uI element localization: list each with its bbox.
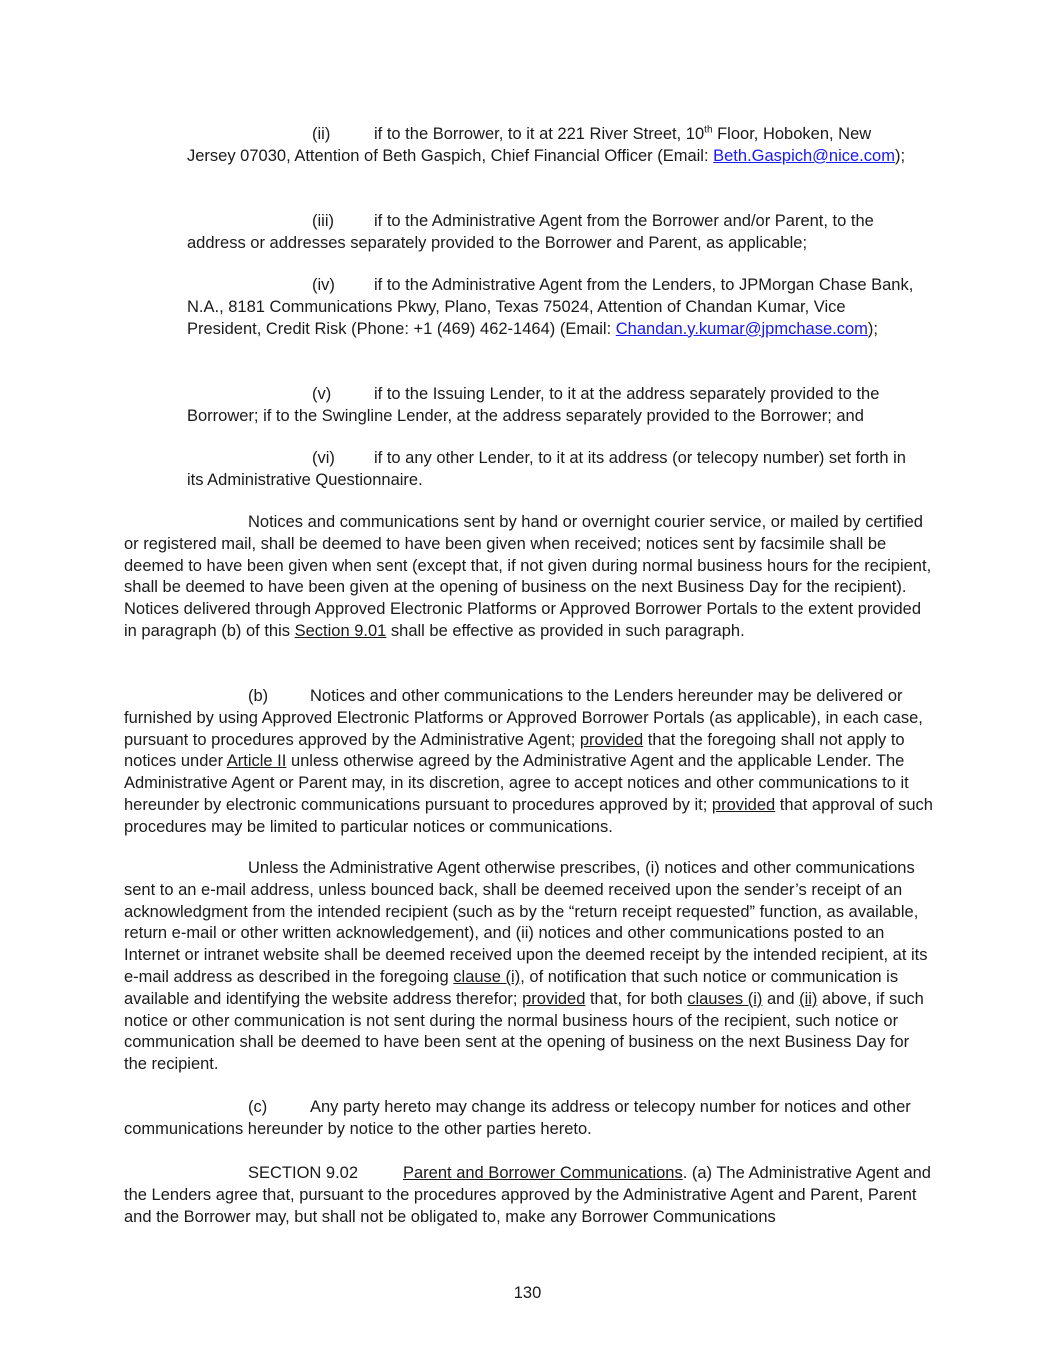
- section-9-01-ref: Section 9.01: [294, 621, 387, 640]
- paragraph-c-label: (c): [248, 1098, 268, 1116]
- item-ii-label: (ii): [312, 125, 331, 143]
- paragraph-c: (c) Any party hereto may change its address or telecopy number for notices and other communications hereunder by notice to the other parties hereto.: [124, 1098, 911, 1138]
- item-vi-label: (vi): [312, 449, 335, 467]
- item-iv-label: (iv): [312, 276, 335, 294]
- section-title: Parent and Borrower Communications: [403, 1164, 683, 1182]
- agent-email-link[interactable]: Chandan.y.kumar@jpmchase.com: [615, 319, 868, 338]
- item-iv: (iv) if to the Administrative Agent from the Lenders, to JPMorgan Chase Bank, N.A., 8181 Communications Pkwy, Plano, Texas 75024, Attention of Chandan Kumar, Vice President, Credit Risk (Phone: +1 (469) 462-1464) (Email: Chandan.y.kumar@jpmchase.com);: [187, 276, 914, 338]
- item-iii: (iii) if to the Administrative Agent from the Borrower and/or Parent, to the address or addresses separately provided to the Borrower and Parent, as applicable;: [187, 212, 874, 252]
- item-v: (v) if to the Issuing Lender, to it at the address separately provided to the Borrower; if to the Swingline Lender, at the address separately provided to the Borrower; and: [187, 385, 880, 425]
- item-ii: (ii) if to the Borrower, to it at 221 River Street, 10th Floor, Hoboken, New Jersey 07030, Attention of Beth Gaspich, Chief Financial Officer (Email: Beth.Gaspich@nice.com);: [187, 124, 906, 165]
- section-9-02: SECTION 9.02 Parent and Borrower Communications. (a) The Administrative Agent and the Lenders agree that, pursuant to the procedures approved by the Administrative Agent and Parent, Parent and the Borrower may, but shall not be obligated to, make any Borrower Communications: [124, 1164, 931, 1226]
- item-v-label: (v): [312, 385, 332, 403]
- paragraph-b-label: (b): [248, 687, 269, 705]
- section-number: SECTION 9.02: [248, 1164, 359, 1182]
- borrower-email-link[interactable]: Beth.Gaspich@nice.com: [713, 146, 895, 165]
- item-vi: (vi) if to any other Lender, to it at its address (or telecopy number) set forth in its Administrative Questionnaire.: [187, 449, 906, 489]
- item-iii-label: (iii): [312, 212, 334, 230]
- unless-paragraph: Unless the Administrative Agent otherwise prescribes, (i) notices and other communications sent to an e-mail address, unless bounced back, shall be deemed received upon the sender’s receipt of an acknowledgment from the intended recipient (such as by the “return receipt requested” function, as available, return e-mail or other written acknowledgement), and (ii) notices and other communications posted to an Internet or intranet website shall be deemed received upon the deemed receipt by the intended recipient, at its e-mail address as described in the foregoing clause (i), of notification that such notice or communication is available and identifying the website address therefor; provided that, for both clauses (i) and (ii) above, if such notice or other communication is not sent during the normal business hours of the recipient, such notice or communication shall be deemed to have been sent at the opening of business on the next Business Day for the recipient.: [124, 859, 928, 1074]
- notices-paragraph: Notices and communications sent by hand or overnight courier service, or mailed by certified or registered mail, shall be deemed to have been given when received; notices sent by facsimile shall be deemed to have been given when sent (except that, if not given during normal business hours for the recipient, shall be deemed to have been given at the opening of business on the next Business Day for the recipient). Notices delivered through Approved Electronic Platforms or Approved Borrower Portals to the extent provided in paragraph (b) of this Section 9.01 shall be effective as provided in such paragraph.: [124, 513, 932, 640]
- page-number: 130: [513, 1284, 542, 1302]
- article-ii-ref: Article II: [226, 752, 287, 771]
- paragraph-b: (b) Notices and other communications to the Lenders hereunder may be delivered or furnished by using Approved Electronic Platforms or Approved Borrower Portals (as applicable), in each case, pursuant to procedures approved by the Administrative Agent; provided that the foregoing shall not apply to notices under Article II unless otherwise agreed by the Administrative Agent and the applicable Lender. The Administrative Agent or Parent may, in its discretion, agree to accept notices and other communications to it hereunder by electronic communications pursuant to procedures approved by it; provided that approval of such procedures may be limited to particular notices or communications.: [124, 687, 933, 836]
